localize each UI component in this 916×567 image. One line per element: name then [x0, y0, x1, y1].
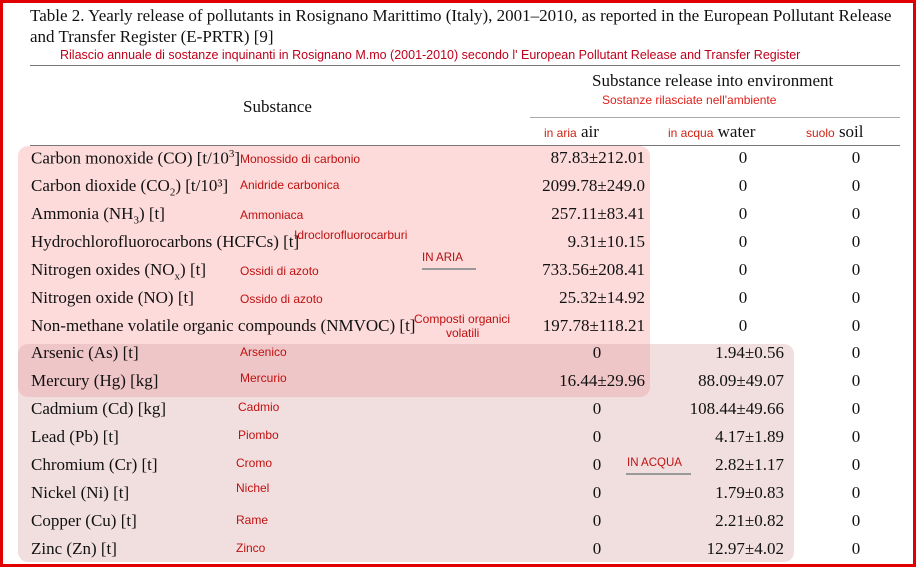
- substance-name-text: Copper (Cu) [t]: [31, 511, 137, 530]
- italian-name: [240, 208, 303, 222]
- soil-value: 0: [851, 427, 861, 446]
- substance-name-text: Nitrogen oxides (NO: [31, 260, 175, 279]
- table-row: [0, 260, 916, 287]
- air-value: 197.78±118.21: [542, 316, 645, 335]
- italian-name-text: Ossidi di azoto: [240, 264, 319, 278]
- italian-name-text: Anidride carbonica: [240, 178, 340, 192]
- substance-name: [31, 288, 194, 308]
- subheader-rule: [530, 117, 900, 118]
- substance-name: [31, 427, 119, 447]
- top-rule: [30, 65, 900, 66]
- release-header: Substance release into environment: [592, 71, 834, 90]
- italian-name: [236, 481, 269, 495]
- air-column-header: [544, 122, 599, 142]
- italian-name-text: Mercurio: [240, 371, 287, 385]
- water-value: 0: [738, 232, 748, 251]
- in-aria-underline: [422, 268, 476, 270]
- subscript: 2: [169, 186, 176, 199]
- italian-name-text: Ossido di azoto: [240, 292, 323, 306]
- substance-name-text: Non-methane volatile organic compounds (NMVOC) [t]: [31, 316, 416, 335]
- italian-name-text: Nichel: [236, 481, 270, 495]
- air-value: 0: [592, 511, 602, 530]
- soil-value: 0: [851, 148, 861, 167]
- water-value: 0: [738, 204, 748, 223]
- italian-name: [236, 541, 265, 555]
- italian-name: [238, 400, 279, 414]
- italian-name: [414, 312, 510, 340]
- substance-name-unit: ]: [234, 148, 241, 168]
- substance-name-text: Ammonia (NH: [31, 204, 134, 223]
- italian-name-text: Rame: [236, 513, 269, 527]
- water-value: 88.09±49.07: [698, 371, 784, 390]
- in-acqua-label: IN ACQUA: [627, 457, 682, 469]
- italian-name-text: Zinco: [236, 541, 266, 555]
- substance-name: [31, 343, 139, 363]
- table-row: [0, 176, 916, 203]
- release-header-italian: Sostanze rilasciate nell'ambiente: [602, 93, 777, 107]
- table-row: [0, 312, 916, 343]
- air-value: 2099.78±249.0: [542, 176, 645, 195]
- italian-name-text: Monossido di carbonio: [240, 152, 361, 166]
- air-value: 25.32±14.92: [559, 288, 645, 307]
- soil-value: 0: [851, 176, 861, 195]
- table-row: [0, 343, 916, 370]
- water-value: 0: [738, 288, 748, 307]
- water-value: 1.94±0.56: [715, 343, 784, 362]
- substance-name-text: Carbon monoxide (CO) [t/10: [31, 148, 229, 168]
- air-value: 0: [592, 539, 602, 558]
- italian-name: [236, 513, 268, 527]
- in-aria-label: IN ARIA: [422, 252, 463, 264]
- substance-name: [31, 539, 117, 559]
- soil-value: 0: [851, 483, 861, 502]
- substance-name-text: Zinc (Zn) [t]: [31, 539, 117, 558]
- italian-name-text: Composti organici: [414, 312, 511, 326]
- substance-name-text: Nickel (Ni) [t]: [31, 483, 130, 502]
- table-row: [0, 371, 916, 398]
- table-row: [0, 399, 916, 426]
- water-value: 0: [738, 148, 748, 167]
- substance-name: [31, 260, 206, 282]
- air-value: 0: [592, 483, 602, 502]
- soil-column-header: [806, 122, 864, 142]
- italian-name: [240, 345, 287, 359]
- water-header-label: water: [717, 122, 756, 141]
- water-value: 108.44±49.66: [689, 399, 784, 418]
- soil-header-italian: suolo: [806, 126, 835, 140]
- substance-name-text: Hydrochlorofluorocarbons (HCFCs) [t]: [31, 232, 300, 251]
- air-value: 0: [592, 455, 602, 474]
- substance-name-text: Arsenic (As) [t]: [31, 343, 139, 362]
- air-header-italian: in aria: [544, 126, 577, 140]
- italian-name-text: Cromo: [236, 456, 273, 470]
- table-title-italian: Rilascio annuale di sostanze inquinanti in Rosignano M.mo (2001-2010) secondo l' European Pollutant Release and Transfer Register: [60, 48, 801, 62]
- substance-name: [31, 148, 240, 169]
- water-value: 2.21±0.82: [715, 511, 784, 530]
- italian-name: [294, 228, 407, 242]
- substance-name: [31, 176, 228, 198]
- soil-value: 0: [851, 204, 861, 223]
- soil-value: 0: [851, 316, 861, 335]
- italian-name: [240, 264, 319, 278]
- substance-name-text: Mercury (Hg) [kg]: [31, 371, 159, 390]
- italian-name-text: Ammoniaca: [240, 208, 304, 222]
- table-row: [0, 511, 916, 538]
- substance-name-unit: ) [t/10³]: [175, 176, 229, 195]
- substance-name-unit: ) [t]: [180, 260, 206, 279]
- soil-value: 0: [851, 399, 861, 418]
- table-row: [0, 204, 916, 231]
- air-value: 257.11±83.41: [551, 204, 645, 223]
- substance-name: [31, 232, 299, 252]
- air-value: 0: [592, 427, 602, 446]
- table-row: [0, 483, 916, 510]
- air-value: 0: [592, 343, 602, 362]
- substance-name-text: Carbon dioxide (CO: [31, 176, 170, 195]
- air-value: 0: [592, 399, 602, 418]
- substance-name: [31, 399, 166, 419]
- italian-name: [238, 428, 279, 442]
- substance-name-text: Nitrogen oxide (NO) [t]: [31, 288, 194, 307]
- italian-name: [240, 371, 287, 385]
- substance-header: Substance: [243, 97, 312, 116]
- soil-value: 0: [851, 371, 861, 390]
- water-value: 0: [738, 260, 748, 279]
- water-value: 0: [738, 176, 748, 195]
- substance-name: [31, 204, 165, 226]
- italian-name: [240, 292, 323, 306]
- superscript: 3: [228, 148, 235, 160]
- substance-name: [31, 511, 137, 531]
- substance-name: [31, 316, 415, 336]
- substance-name-unit: ) [t]: [138, 204, 165, 223]
- subscript: 3: [133, 214, 139, 227]
- italian-name-text: Cadmio: [238, 400, 280, 414]
- water-header-italian: in acqua: [668, 126, 714, 140]
- water-value: 12.97±4.02: [706, 539, 784, 558]
- italian-name: [236, 456, 272, 470]
- italian-name-text-line2: volatili: [446, 326, 480, 340]
- soil-value: 0: [851, 455, 861, 474]
- substance-name-text: Chromium (Cr) [t]: [31, 455, 158, 474]
- soil-value: 0: [851, 539, 861, 558]
- subscript: x: [174, 270, 181, 283]
- italian-name: [240, 152, 360, 166]
- water-value: 0: [738, 316, 748, 335]
- table-title-line2: and Transfer Register (E-PRTR) [9]: [30, 27, 274, 46]
- table-row: [0, 288, 916, 315]
- italian-name-text: Arsenico: [240, 345, 287, 359]
- substance-name: [31, 483, 129, 503]
- substance-name-text: Cadmium (Cd) [kg]: [31, 399, 167, 418]
- soil-value: 0: [851, 260, 861, 279]
- air-value: 733.56±208.41: [542, 260, 645, 279]
- table-row: [0, 427, 916, 454]
- table-title-line1: Table 2. Yearly release of pollutants in Rosignano Marittimo (Italy), 2001–2010, as reported in the European Pollutant Release: [30, 6, 892, 25]
- substance-name-text: Lead (Pb) [t]: [31, 427, 119, 446]
- table-row: [0, 148, 916, 175]
- italian-name: [240, 178, 339, 192]
- water-value: 2.82±1.17: [715, 455, 784, 474]
- soil-value: 0: [851, 288, 861, 307]
- air-value: 87.83±212.01: [550, 148, 645, 167]
- italian-name-text: Idroclorofluorocarburi: [294, 228, 408, 242]
- italian-name-text: Piombo: [238, 428, 279, 442]
- water-value: 1.79±0.83: [715, 483, 784, 502]
- substance-name: [31, 371, 158, 391]
- soil-value: 0: [851, 511, 861, 530]
- table-row: [0, 455, 916, 482]
- soil-header-label: soil: [838, 122, 864, 141]
- air-value: 9.31±10.15: [567, 232, 645, 251]
- soil-value: 0: [851, 343, 861, 362]
- in-acqua-underline: [626, 473, 691, 475]
- soil-value: 0: [851, 232, 861, 251]
- air-value: 16.44±29.96: [559, 371, 645, 390]
- air-header-label: air: [580, 122, 599, 141]
- substance-name: [31, 455, 158, 475]
- table-row: [0, 539, 916, 566]
- water-column-header: [668, 122, 755, 142]
- water-value: 4.17±1.89: [715, 427, 784, 446]
